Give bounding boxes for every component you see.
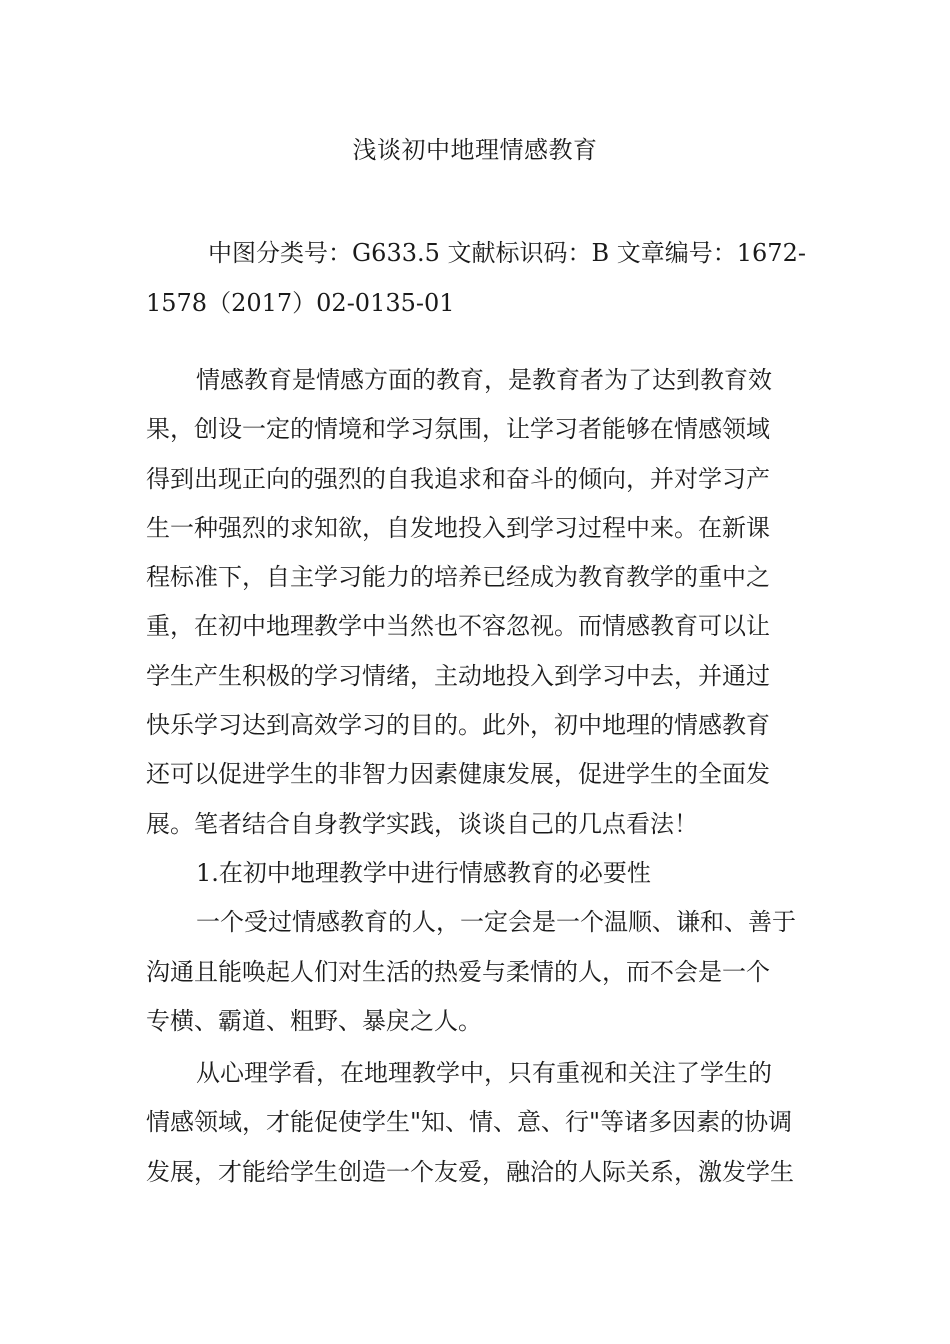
classification-line-2: 1578（2017）02-0135-01 <box>146 289 455 317</box>
section-heading <box>146 849 810 898</box>
text-line: 情感领域，才能促使学生"知、情、意、行"等诸多因素的协调 <box>146 1108 793 1137</box>
heading-line: 1.在初中地理教学中进行情感教育的必要性 <box>196 858 651 887</box>
text-line: 从心理学看，在地理教学中，只有重视和关注了学生的 <box>196 1059 772 1088</box>
classification-line-1: 中图分类号：G633.5 文献标识码：B 文章编号：1672- <box>208 239 806 267</box>
text-line: 程标准下，自主学习能力的培养已经成为教育教学的重中之 <box>146 563 770 592</box>
text-line: 一个受过情感教育的人，一定会是一个温顺、谦和、善于 <box>196 908 796 937</box>
document-title: 浅谈初中地理情感教育 <box>352 136 598 164</box>
text-line: 还可以促进学生的非智力因素健康发展，促进学生的全面发 <box>146 760 770 789</box>
text-line: 重，在初中地理教学中当然也不容忽视。而情感教育可以让 <box>146 612 770 641</box>
text-line: 展。笔者结合自身教学实践，谈谈自己的几点看法！ <box>146 809 698 838</box>
text-line: 沟通且能唤起人们对生活的热爱与柔情的人，而不会是一个 <box>146 957 770 986</box>
text-line: 得到出现正向的强烈的自我追求和奋斗的倾向，并对学习产 <box>146 464 770 493</box>
text-line: 生一种强烈的求知欲，自发地投入到学习过程中来。在新课 <box>146 513 770 542</box>
article-body <box>146 356 810 1197</box>
classification-info <box>146 228 810 328</box>
text-line: 情感教育是情感方面的教育，是教育者为了达到教育效 <box>196 366 772 394</box>
text-line: 学生产生积极的学习情绪，主动地投入到学习中去，并通过 <box>146 661 770 690</box>
text-line: 发展，才能给学生创造一个友爱，融洽的人际关系，激发学生 <box>146 1157 794 1186</box>
paragraph-intro <box>146 356 810 849</box>
text-line: 快乐学习达到高效学习的目的。此外，初中地理的情感教育 <box>146 711 770 740</box>
text-line: 专横、霸道、粗野、暴戾之人。 <box>146 1006 482 1035</box>
paragraph-emotion-education <box>146 898 810 1046</box>
paragraph-psychology <box>146 1049 810 1197</box>
text-line: 果，创设一定的情境和学习氛围，让学习者能够在情感领域 <box>146 415 770 444</box>
